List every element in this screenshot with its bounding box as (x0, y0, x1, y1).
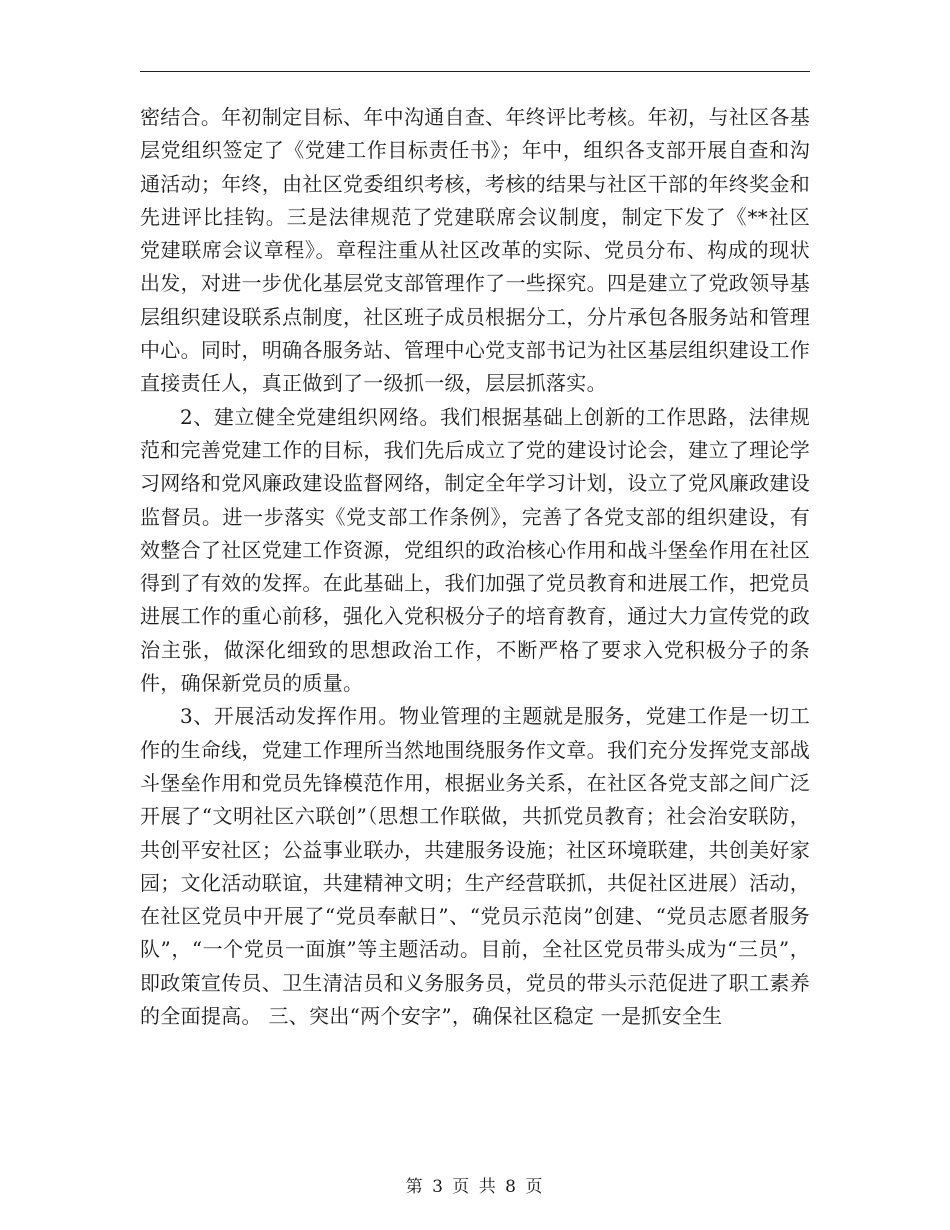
paragraph-activities: 3、开展活动发挥作用。物业管理的主题就是服务，党建工作是一切工作的生命线，党建工作理所当然地围绕服务作文章。我们充分发挥党支部战斗堡垒作用和党员先锋模范作用，根据业务关系，在社区各党支部之间广泛开展了“文明社区六联创”（思想工作联做，共抓党员教育；社会治安联防，共创平安社区；公益事业联办，共建服务设施；社区环境联建，共创美好家园；文化活动联谊，共建精神文明；生产经营联抓，共促社区进展）活动，在社区党员中开展了“党员奉献日”、“党员示范岗”创建、“党员志愿者服务队”，“一个党员一面旗”等主题活动。目前，全社区党员带头成为“三员”，即政策宣传员、卫生清洁员和义务服务员，党员的带头示范促进了职工素养的全面提高。 三、突出“两个安字”，确保社区稳定 一是抓安全生 (140, 704, 810, 1029)
document-body (140, 101, 810, 1033)
paragraph-continuation: 密结合。年初制定目标、年中沟通自查、年终评比考核。年初，与社区各基层党组织签定了《党建工作目标责任书》；年中，组织各支部开展自查和沟通活动；年终，由社区党委组织考核，考核的结果与社区干部的年终奖金和先进评比挂钩。三是法律规范了党建联席会议制度，制定下发了《**社区党建联席会议章程》。章程注重从社区改革的实际、党员分布、构成的现状出发，对进一步优化基层党支部管理作了一些探究。四是建立了党政领导基层组织建设联系点制度，社区班子成员根据分工，分片承包各服务站和管理中心。同时，明确各服务站、管理中心党支部书记为社区基层组织建设工作直接责任人，真正做到了一级抓一级，层层抓落实。 (140, 105, 810, 396)
header-rule (140, 71, 810, 72)
paragraph-party-network: 2、建立健全党建组织网络。我们根据基础上创新的工作思路，法律规范和完善党建工作的目标，我们先后成立了党的建设讨论会，建立了理论学习网络和党风廉政建设监督网络，制定全年学习计划，设立了党风廉政建设监督员。进一步落实《党支部工作条例》，完善了各党支部的组织建设，有效整合了社区党建工作资源，党组织的政治核心作用和战斗堡垒作用在社区得到了有效的发挥。在此基础上，我们加强了党员教育和进展工作，把党员进展工作的重心前移，强化入党积极分子的培育教育，通过大力宣传党的政治主张，做深化细致的思想政治工作，不断严格了要求入党积极分子的条件，确保新党员的质量。 (140, 404, 810, 696)
page-number-footer: 第 3 页 共 8 页 (405, 1177, 545, 1197)
